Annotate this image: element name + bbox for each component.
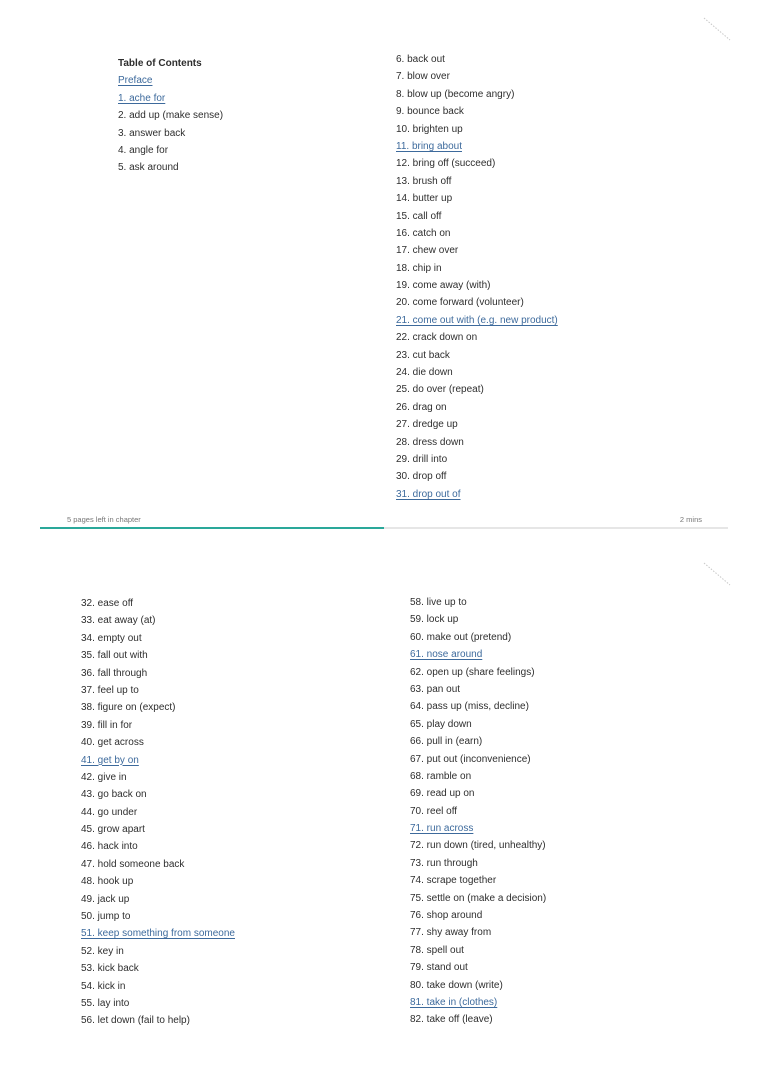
list-item: 60. make out (pretend) — [410, 631, 512, 643]
list-item: 7. blow over — [396, 71, 450, 83]
list-item: 55. lay into — [81, 997, 130, 1009]
table-of-contents — [118, 55, 223, 177]
list-item: 47. hold someone back — [81, 858, 185, 870]
list-item: 65. play down — [410, 718, 472, 730]
list-item: 13. brush off — [396, 175, 452, 187]
list-item: 62. open up (share feelings) — [410, 666, 535, 678]
list-item: 73. run through — [410, 857, 478, 869]
list-item: 16. catch on — [396, 227, 451, 239]
page-corner-icon — [702, 561, 732, 587]
list-item: 30. drop off — [396, 471, 447, 483]
list-item: 20. come forward (volunteer) — [396, 297, 524, 309]
list-item: 43. go back on — [81, 789, 147, 801]
list-item: 24. die down — [396, 367, 453, 379]
list-item: 54. kick in — [81, 980, 126, 992]
list-item: 52. key in — [81, 945, 124, 957]
list-item: 79. stand out — [410, 962, 468, 974]
list-item: 72. run down (tired, unhealthy) — [410, 840, 546, 852]
list-item: 82. take off (leave) — [410, 1014, 493, 1026]
list-item: 32. ease off — [81, 598, 134, 609]
list-item: 2. add up (make sense) — [118, 110, 224, 122]
list-item: 19. come away (with) — [396, 280, 491, 292]
list-item: 64. pass up (miss, decline) — [410, 701, 529, 713]
list-item: 45. grow apart — [81, 824, 145, 836]
list-item: 26. drag on — [396, 401, 447, 413]
list-item: 18. chip in — [396, 262, 442, 274]
list-item: 76. shop around — [410, 910, 483, 922]
list-item: 35. fall out with — [81, 650, 148, 662]
list-item: 14. butter up — [396, 193, 453, 205]
chapter-link[interactable]: 11. bring about — [396, 140, 462, 152]
list-item: 33. eat away (at) — [81, 615, 156, 627]
list-item: 39. fill in for — [81, 719, 133, 731]
list-item: 74. scrape together — [410, 875, 497, 887]
list-item: 23. cut back — [396, 349, 450, 361]
chapter-link[interactable]: 21. come out with (e.g. new product) — [396, 314, 558, 326]
list-item: 59. lock up — [410, 614, 459, 626]
list-item: 34. empty out — [81, 632, 142, 644]
list-item: 4. angle for — [118, 144, 169, 156]
list-item: 66. pull in (earn) — [410, 736, 483, 748]
list-item: 22. crack down on — [396, 332, 478, 344]
list-item: 38. figure on (expect) — [81, 702, 176, 714]
list-item: 69. read up on — [410, 788, 475, 800]
list-item: 49. jack up — [81, 893, 130, 905]
list-item: 63. pan out — [410, 683, 461, 695]
reading-time-text: 2 mins — [679, 515, 702, 524]
list-item: 12. bring off (succeed) — [396, 158, 496, 170]
list-item: 53. kick back — [81, 963, 139, 975]
pages-left-text: 5 pages left in chapter — [67, 515, 141, 524]
list-item: 40. get across — [81, 737, 144, 749]
list-item: 37. feel up to — [81, 684, 139, 696]
list-item: 9. bounce back — [396, 106, 464, 118]
list-item: 56. let down (fail to help) — [81, 1015, 190, 1027]
page-corner-icon — [702, 16, 732, 42]
list-item: 10. brighten up — [396, 123, 463, 135]
chapter-link[interactable]: 31. drop out of — [396, 488, 461, 500]
list-item: 28. dress down — [396, 436, 464, 448]
phrasal-verb-list-right — [396, 51, 558, 503]
chapter-link[interactable]: 71. run across — [410, 823, 474, 835]
list-item: 77. shy away from — [410, 927, 492, 939]
list-item: 36. fall through — [81, 667, 148, 679]
list-item: 68. ramble on — [410, 770, 472, 782]
list-item: 27. dredge up — [396, 419, 458, 431]
chapter-link[interactable]: 61. nose around — [410, 649, 483, 661]
progress-fill — [40, 527, 384, 529]
list-item: 70. reel off — [410, 805, 458, 817]
progress-track — [40, 527, 728, 529]
list-item: 78. spell out — [410, 944, 464, 956]
list-item: 58. live up to — [410, 597, 467, 608]
chapter-link[interactable]: 51. keep something from someone — [81, 928, 235, 940]
list-item: 3. answer back — [118, 127, 186, 139]
phrasal-verb-list-left — [81, 595, 235, 1030]
list-item: 29. drill into — [396, 453, 448, 465]
toc-title: Table of Contents — [118, 58, 202, 69]
list-item: 17. chew over — [396, 245, 459, 257]
list-item: 5. ask around — [118, 162, 179, 174]
list-item: 75. settle on (make a decision) — [410, 892, 547, 904]
list-item: 42. give in — [81, 771, 127, 783]
list-item: 15. call off — [396, 210, 442, 222]
chapter-link[interactable]: 1. ache for — [118, 92, 166, 104]
list-item: 67. put out (inconvenience) — [410, 753, 531, 765]
list-item: 48. hook up — [81, 876, 134, 888]
chapter-link[interactable]: 81. take in (clothes) — [410, 996, 498, 1008]
list-item: 50. jump to — [81, 911, 131, 923]
list-item: 44. go under — [81, 806, 138, 818]
chapter-link[interactable]: Preface — [118, 75, 153, 87]
list-item: 8. blow up (become angry) — [396, 88, 515, 100]
list-item: 46. hack into — [81, 841, 138, 853]
chapter-link[interactable]: 41. get by on — [81, 754, 139, 766]
list-item: 25. do over (repeat) — [396, 384, 484, 396]
list-item: 80. take down (write) — [410, 979, 503, 991]
list-item: 6. back out — [396, 54, 445, 65]
reader-page-2 — [0, 545, 768, 1075]
phrasal-verb-list-right — [410, 594, 546, 1029]
reader-page-1 — [0, 0, 768, 530]
